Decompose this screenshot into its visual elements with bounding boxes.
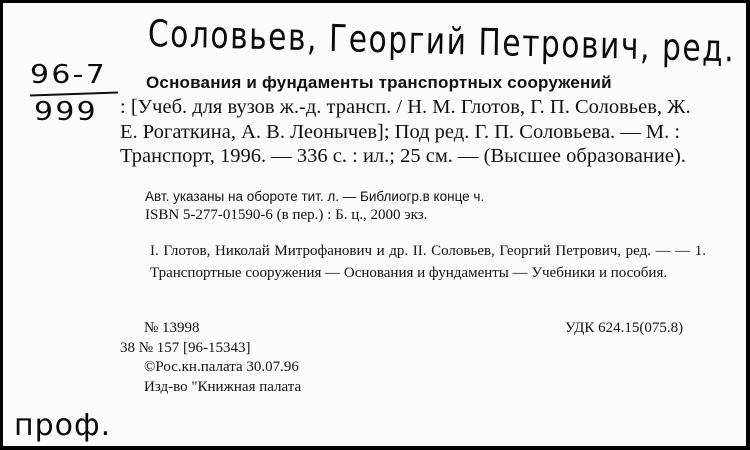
card-edge-right (746, 0, 750, 450)
record-isbn: ISBN 5-277-01590-6 (в пер.) : Б. ц., 2000 экз. (145, 207, 428, 223)
record-note: Авт. указаны на обороте тит. л. — Библиогр.в конце ч. (145, 189, 485, 204)
record-title-line (120, 70, 704, 95)
handwritten-heading: Соловьев, Георгий Петрович, ред. (147, 12, 736, 71)
record-body: [Учеб. для вузов ж.-д. трансп. / Н. М. Глотов, Г. П. Соловьев, Ж. Е. Рогаткина, А. В. Леонычев]; Под ред. Г. П. Соловьева. — М. : Транспорт, 1996. — 336 с. : ил.; 25 см. — (Высшее образование). (120, 96, 691, 167)
record-title: Основания и фундаменты транспортных сооружений (146, 73, 612, 92)
record-separator: : (120, 96, 126, 119)
bibliographic-record (120, 70, 704, 168)
subject-entries (120, 240, 706, 284)
publisher-line: Изд-во "Книжная палата (144, 379, 302, 395)
udk-code: УДК 624.15(075.8) (565, 320, 684, 336)
record-body-block (120, 95, 704, 168)
card-number: № 13998 (144, 320, 200, 336)
subject-text: I. Глотов, Николай Митрофанович и др. II. Соловьев, Георгий Петрович, ред. — — 1. Транспортные сооружения — Основания и фундаменты — Учебники и пособия. (150, 243, 706, 281)
card-edge-bottom (0, 446, 750, 450)
shelf-mark-rule (30, 91, 118, 96)
shelf-mark-bottom: 999 (34, 97, 98, 127)
card-edge-top (0, 0, 750, 3)
copyright-line: ©Рос.кн.палата 30.07.96 (144, 359, 299, 375)
card-edge-left (0, 0, 3, 450)
registration-number: 38 № 157 [96-15343] (120, 340, 251, 356)
handwritten-note: проф. (14, 408, 112, 443)
shelf-mark-top: 96-7 (30, 60, 108, 90)
